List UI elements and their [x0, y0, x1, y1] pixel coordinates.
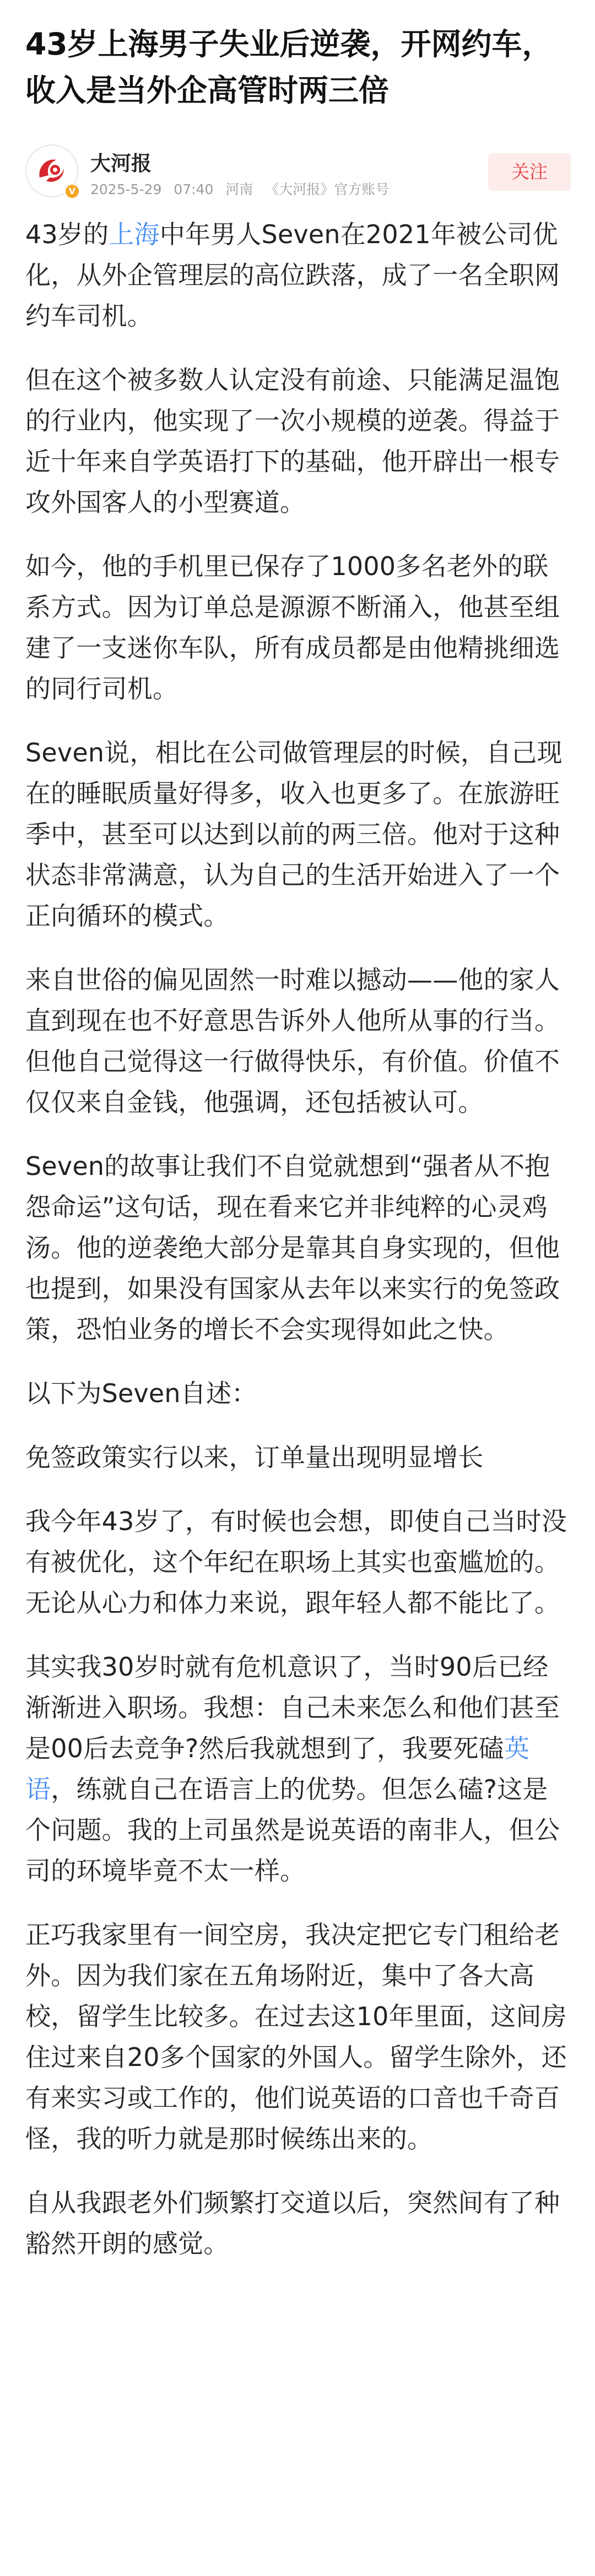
follow-button[interactable]: 关注	[488, 153, 571, 191]
location-link[interactable]: 上海	[109, 219, 160, 249]
section-heading: 免签政策实行以来，订单量出现明显增长	[25, 1442, 484, 1472]
paragraph: 来自世俗的偏见固然一时难以撼动——他的家人直到现在也不好意思告诉外人他所从事的行当。但他自己觉得这一行做得快乐，有价值。价值不仅仅来自金钱，他强调，还包括被认可。	[25, 965, 560, 1117]
paragraph: Seven说，相比在公司做管理层的时候，自己现在的睡眠质量好得多，收入也更多了。在旅游旺季中，甚至可以达到以前的两三倍。他对于这种状态非常满意，认为自己的生活开始进入了一个正向循环的模式。	[25, 738, 562, 931]
author-avatar[interactable]	[25, 144, 78, 197]
paragraph: 正巧我家里有一间空房，我决定把它专门租给老外。因为我们家在五角场附近，集中了各大高校，留学生比较多。在过去这10年里面，这间房住过来自20多个国家的外国人。留学生除外，还有来实习或工作的，他们说英语的口音也千奇百怪，我的听力就是那时候练出来的。	[25, 1920, 567, 2154]
english-link[interactable]: 英语	[25, 1734, 530, 1804]
publish-location: 河南	[225, 181, 253, 197]
article-meta	[90, 179, 397, 198]
paragraph: 其实我30岁时就有危机意识了，当时90后已经渐渐进入职场。我想：自己未来怎么和他们甚至是00后去竞争?然后我就想到了，我要死磕英语，练就自己在语言上的优势。但怎么磕?这是个问题。我的上司虽然是说英语的南非人，但公司的环境毕竟不太一样。	[25, 1652, 560, 1886]
paragraph: 以下为Seven自述：	[25, 1378, 257, 1408]
paragraph: 但在这个被多数人认定没有前途、只能满足温饱的行业内，他实现了一次小规模的逆袭。得益于近十年来自学英语打下的基础，他开辟出一根专攻外国客人的小型赛道。	[25, 365, 560, 517]
paragraph: Seven的故事让我们不自觉就想到“强者从不抱怨命运”这句话，现在看来它并非纯粹的心灵鸡汤。他的逆袭绝大部分是靠其自身实现的，但他也提到，如果没有国家从去年以来实行的免签政策，恐怕业务的增长不会实现得如此之快。	[25, 1151, 560, 1344]
paragraph: 我今年43岁了，有时候也会想，即使自己当时没有被优化，这个年纪在职场上其实也蛮尴尬的。无论从心力和体力来说，跟年轻人都不能比了。	[25, 1506, 567, 1618]
publish-time: 07:40	[174, 181, 214, 197]
publish-date: 2025-5-29	[90, 181, 162, 197]
article-title: 43岁上海男子失业后逆袭，开网约车，收入是当外企高管时两三倍	[25, 26, 553, 108]
paragraph: 自从我跟老外们频繁打交道以后，突然间有了种豁然开朗的感觉。	[25, 2188, 560, 2258]
account-source: 《大河报》官方账号	[265, 181, 390, 197]
paragraph: 如今，他的手机里已保存了1000多名老外的联系方式。因为订单总是源源不断涌入，他甚至组建了一支迷你车队，所有成员都是由他精挑细选的同行司机。	[25, 551, 560, 704]
article-body	[25, 214, 570, 2287]
verified-v-icon: V	[64, 183, 80, 200]
author-name[interactable]: 大河报	[90, 152, 152, 175]
paragraph: 43岁的上海中年男人Seven在2021年被公司优化，从外企管理层的高位跌落，成了一名全职网约车司机。	[25, 219, 560, 331]
author-row	[25, 141, 571, 202]
